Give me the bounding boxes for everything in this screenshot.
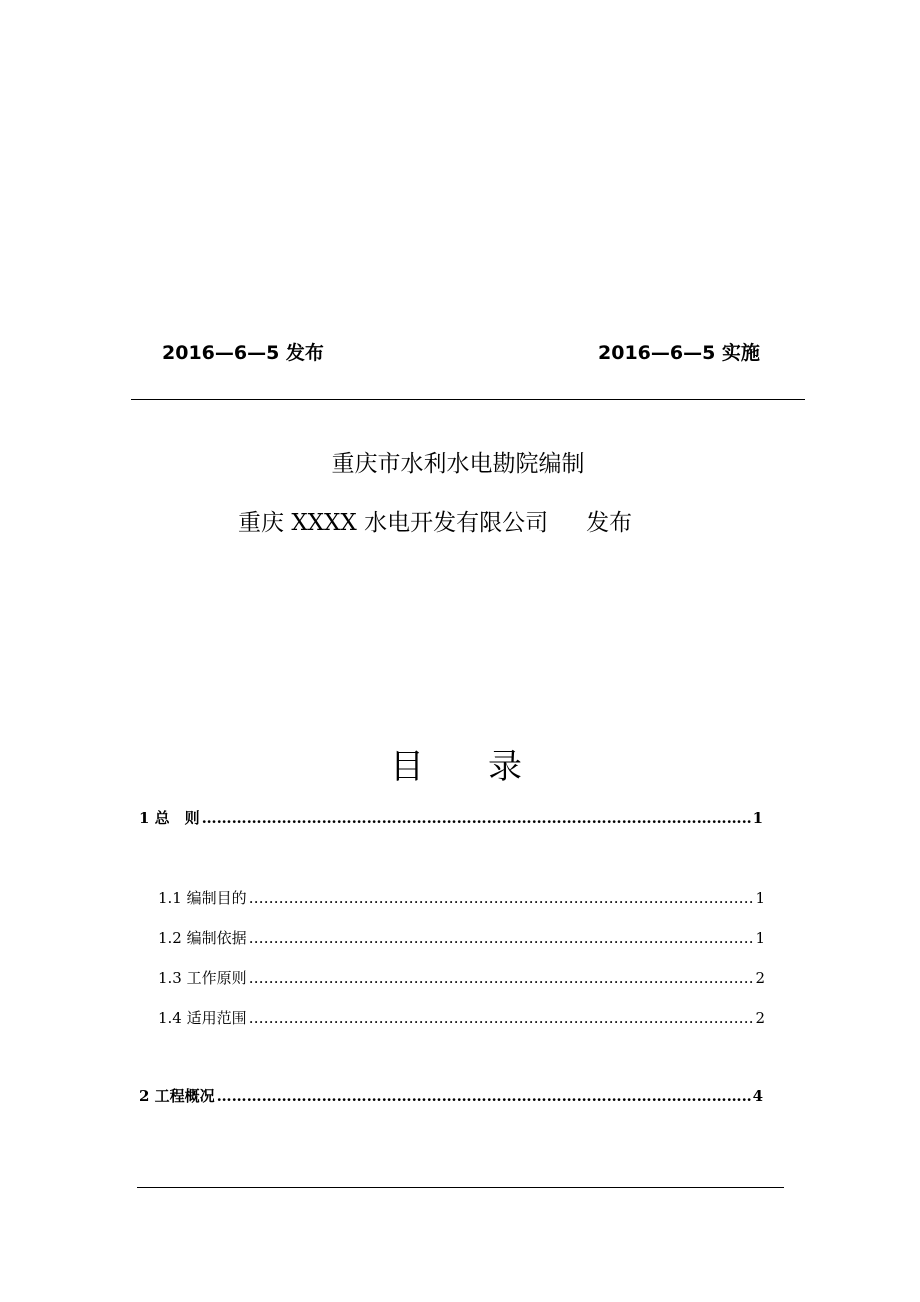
toc-entry-principles[interactable] (158, 967, 765, 989)
publisher-action: 发布 (586, 510, 633, 536)
publisher-latin-name: XXXX (291, 510, 357, 536)
toc-entry-basis[interactable] (158, 927, 765, 949)
toc-title-part2: 录 (488, 747, 522, 787)
publisher-line (238, 508, 632, 538)
toc-entry-purpose[interactable] (158, 887, 765, 909)
toc-entry-page: 2 (755, 1009, 765, 1027)
publisher-suffix: 水电开发有限公司 (356, 510, 549, 536)
publisher-prefix: 重庆 (238, 510, 292, 536)
toc-entry-page: 1 (755, 889, 765, 907)
toc-entry-page: 2 (755, 969, 765, 987)
toc-entry-project-overview[interactable] (139, 1085, 763, 1107)
compiler-line (0, 449, 920, 479)
toc-leader-dots (249, 1007, 754, 1029)
effective-date: 2016—6—5 实施 (598, 342, 760, 364)
header-divider (131, 399, 805, 400)
publish-date: 2016—6—5 发布 (162, 342, 324, 364)
toc-entry-general-provisions[interactable] (139, 807, 763, 829)
toc-entry-label: 1.3 工作原则 (158, 969, 247, 987)
toc-entry-page: 1 (752, 809, 763, 827)
toc-leader-dots (217, 1085, 751, 1107)
compiler-name: 重庆市水利水电勘院编制 (331, 451, 585, 477)
toc-title-part1: 目 (390, 747, 424, 787)
toc-entry-label: 1.4 适用范围 (158, 1009, 247, 1027)
toc-entry-label: 1.1 编制目的 (158, 889, 247, 907)
toc-entry-label: 2 工程概况 (139, 1087, 215, 1105)
toc-entry-label: 1 总 则 (139, 809, 200, 827)
toc-leader-dots (249, 967, 754, 989)
toc-leader-dots (202, 807, 751, 829)
footer-divider (137, 1187, 784, 1188)
toc-entry-page: 1 (755, 929, 765, 947)
toc-entry-scope[interactable] (158, 1007, 765, 1029)
toc-title (0, 745, 920, 789)
toc-leader-dots (249, 927, 754, 949)
toc-leader-dots (249, 887, 754, 909)
toc-entry-page: 4 (752, 1087, 763, 1105)
toc-entry-label: 1.2 编制依据 (158, 929, 247, 947)
